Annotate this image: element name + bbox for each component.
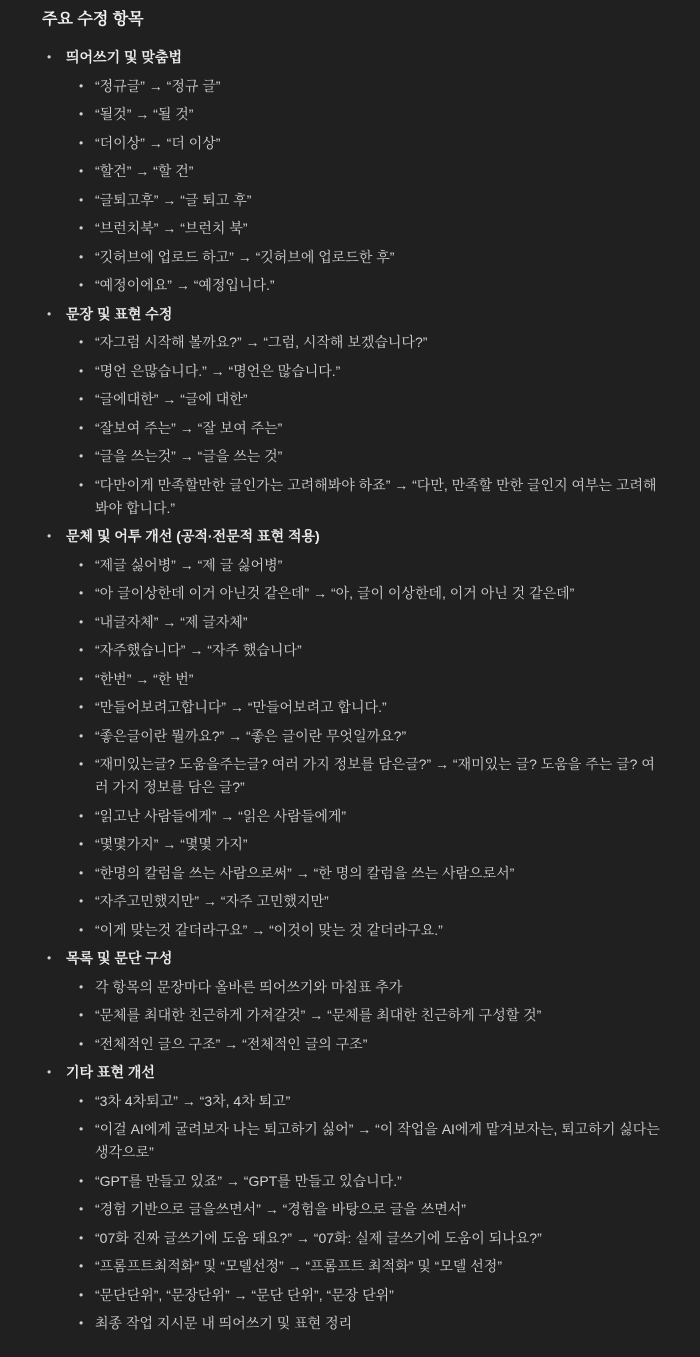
list-item: • “자주했습니다” → “자주 했습니다” — [42, 639, 660, 662]
section-item — [42, 525, 660, 942]
section-sublist — [42, 554, 660, 942]
list-item: • “이걸 AI에게 굴려보자 나는 퇴고하기 싫어” → “이 작업을 AI에게 맡겨보자는, 퇴고하기 싫다는 생각으로” — [42, 1118, 660, 1164]
list-item: • “자주고민했지만” → “자주 고민했지만” — [42, 890, 660, 913]
list-item: • “3차 4차퇴고” → “3차, 4차 퇴고” — [42, 1090, 660, 1113]
list-item: • “할건” → “할 건” — [42, 160, 660, 183]
list-item: • “경험 기반으로 글을쓰면서” → “경험을 바탕으로 글을 쓰면서” — [42, 1198, 660, 1221]
section-heading: • 기타 표현 개선 — [42, 1061, 660, 1084]
list-item: • “정규글” → “정규 글” — [42, 75, 660, 98]
list-item: • “자그럼 시작해 볼까요?” → “그럼, 시작해 보겠습니다?” — [42, 331, 660, 354]
section-sublist — [42, 331, 660, 520]
list-item: • “내글자체” → “제 글자체” — [42, 611, 660, 634]
section-sublist — [42, 1090, 660, 1336]
section-heading: • 띄어쓰기 및 맞춤법 — [42, 46, 660, 69]
list-item: • “명언 은많습니다.” → “명언은 많습니다.” — [42, 360, 660, 383]
list-item: • “만들어보려고합니다” → “만들어보려고 합니다.” — [42, 696, 660, 719]
list-item: • 최종 작업 지시문 내 띄어쓰기 및 표현 정리 — [42, 1312, 660, 1335]
list-item: • “다만이게 만족할만한 글인가는 고려해봐야 하죠” → “다만, 만족할 만한 글인지 여부는 고려해봐야 합니다.” — [42, 474, 660, 520]
list-item: • “문체를 최대한 친근하게 가져갈것” → “문체를 최대한 친근하게 구성할 것” — [42, 1004, 660, 1027]
section-heading: • 문장 및 표현 수정 — [42, 303, 660, 326]
section-item — [42, 1061, 660, 1335]
list-item: • “브런치북” → “브런치 북” — [42, 217, 660, 240]
section-sublist — [42, 75, 660, 298]
list-item: • “한번” → “한 번” — [42, 668, 660, 691]
list-item: • “아 글이상한데 이거 아닌것 같은데” → “아, 글이 이상한데, 이거 아닌 것 같은데” — [42, 582, 660, 605]
section-item — [42, 947, 660, 1056]
list-item: • “읽고난 사람들에게” → “읽은 사람들에게” — [42, 805, 660, 828]
list-item: • “GPT를 만들고 있죠” → “GPT를 만들고 있습니다.” — [42, 1170, 660, 1193]
section-heading: • 목록 및 문단 구성 — [42, 947, 660, 970]
list-item: • “글퇴고후” → “글 퇴고 후” — [42, 189, 660, 212]
list-item: • 각 항목의 문장마다 올바른 띄어쓰기와 마침표 추가 — [42, 976, 660, 999]
section-item — [42, 303, 660, 520]
list-item: • “07화 진짜 글쓰기에 도움 돼요?” → “07화: 실제 글쓰기에 도움이 되나요?” — [42, 1227, 660, 1250]
list-item: • “제글 싫어병” → “제 글 싫어병” — [42, 554, 660, 577]
page-title: 주요 수정 항목 — [42, 11, 144, 28]
list-item: • “될것” → “될 것” — [42, 103, 660, 126]
list-item: • “글에대한” → “글에 대한” — [42, 388, 660, 411]
list-item: • “전체적인 글으 구조” → “전체적인 글의 구조” — [42, 1033, 660, 1056]
section-sublist — [42, 976, 660, 1056]
list-item: • “한명의 칼럼을 쓰는 사람으로써” → “한 명의 칼럼을 쓰는 사람으로서” — [42, 862, 660, 885]
revision-section-list — [42, 46, 660, 1335]
list-item: • “깃허브에 업로드 하고” → “깃허브에 업로드한 후” — [42, 246, 660, 269]
list-item: • “프롬프트최적화” 및 “모델선정” → “프롬프트 최적화” 및 “모델 선정” — [42, 1255, 660, 1278]
section-item — [42, 46, 660, 297]
list-item: • “좋은글이란 뭘까요?” → “좋은 글이란 무엇일까요?” — [42, 725, 660, 748]
section-heading: • 문체 및 어투 개선 (공적·전문적 표현 적용) — [42, 525, 660, 548]
list-item: • “이게 맞는것 같더라구요” → “이것이 맞는 것 같더라구요.” — [42, 919, 660, 942]
list-item: • “더이상” → “더 이상” — [42, 132, 660, 155]
list-item: • “글을 쓰는것” → “글을 쓰는 것” — [42, 445, 660, 468]
list-item: • “재미있는글? 도움을주는글? 여러 가지 정보를 담은글?” → “재미있는 글? 도움을 주는 글? 여러 가지 정보를 담은 글?” — [42, 753, 660, 799]
list-item: • “몇몇가지” → “몇몇 가지” — [42, 833, 660, 856]
list-item: • “문단단위”, “문장단위” → “문단 단위”, “문장 단위” — [42, 1284, 660, 1307]
list-item: • “잘보여 주는” → “잘 보여 주는” — [42, 417, 660, 440]
list-item: • “예정이에요” → “예정입니다.” — [42, 274, 660, 297]
